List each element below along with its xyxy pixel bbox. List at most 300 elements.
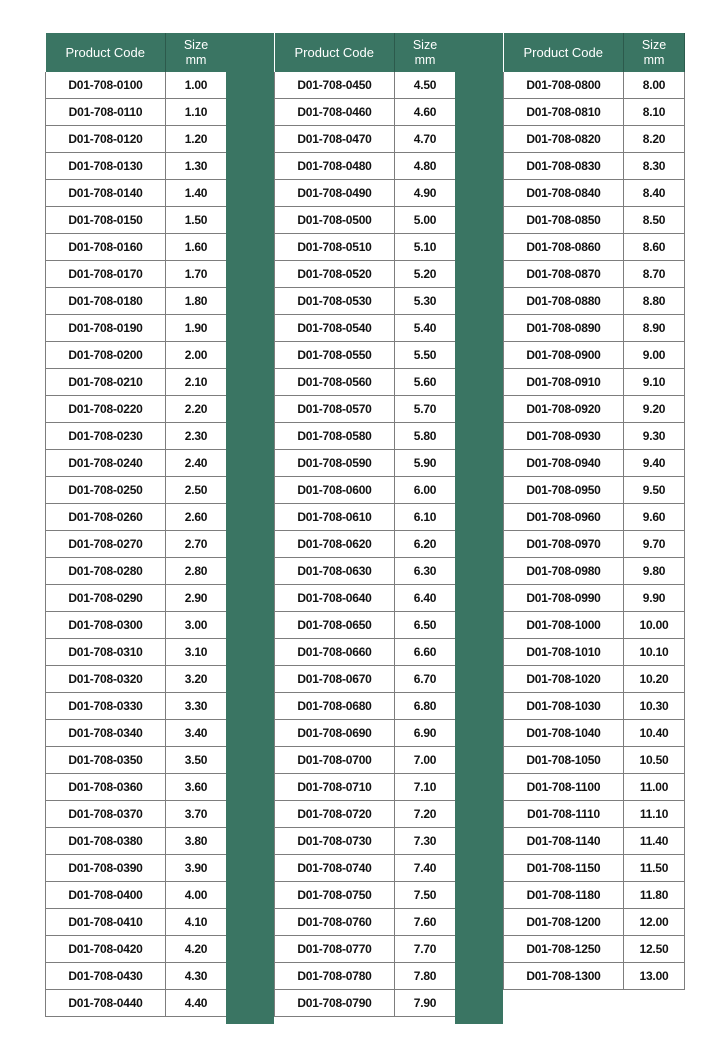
product-code-cell: D01-708-0790 bbox=[275, 990, 395, 1017]
table-row bbox=[504, 828, 685, 855]
size-cell: 8.10 bbox=[624, 99, 685, 126]
product-code-cell: D01-708-0710 bbox=[275, 774, 395, 801]
product-code-cell: D01-708-0180 bbox=[46, 288, 166, 315]
size-cell: 2.40 bbox=[166, 450, 227, 477]
table-row bbox=[46, 234, 227, 261]
product-code-cell: D01-708-0150 bbox=[46, 207, 166, 234]
size-cell: 1.50 bbox=[166, 207, 227, 234]
product-code-cell: D01-708-0640 bbox=[275, 585, 395, 612]
size-cell: 7.50 bbox=[395, 882, 456, 909]
size-cell: 6.20 bbox=[395, 531, 456, 558]
product-code-cell: D01-708-1020 bbox=[504, 666, 624, 693]
size-cell: 3.00 bbox=[166, 612, 227, 639]
size-cell: 1.40 bbox=[166, 180, 227, 207]
table-row bbox=[504, 450, 685, 477]
table-row bbox=[504, 477, 685, 504]
size-cell: 6.50 bbox=[395, 612, 456, 639]
product-code-cell: D01-708-0430 bbox=[46, 963, 166, 990]
table-row bbox=[275, 72, 456, 99]
size-cell: 9.60 bbox=[624, 504, 685, 531]
table-row bbox=[46, 990, 227, 1017]
size-cell: 5.10 bbox=[395, 234, 456, 261]
table-row bbox=[504, 693, 685, 720]
product-code-cell: D01-708-0450 bbox=[275, 72, 395, 99]
size-cell: 6.30 bbox=[395, 558, 456, 585]
table-row bbox=[275, 477, 456, 504]
table-row bbox=[275, 612, 456, 639]
table-row bbox=[275, 234, 456, 261]
table-row bbox=[46, 477, 227, 504]
size-cell: 1.20 bbox=[166, 126, 227, 153]
product-code-cell: D01-708-0770 bbox=[275, 936, 395, 963]
table-row bbox=[504, 720, 685, 747]
product-code-cell: D01-708-0670 bbox=[275, 666, 395, 693]
table-row bbox=[504, 963, 685, 990]
table-row bbox=[275, 342, 456, 369]
size-cell: 7.20 bbox=[395, 801, 456, 828]
table-row bbox=[504, 72, 685, 99]
product-code-cell: D01-708-0230 bbox=[46, 423, 166, 450]
size-cell: 7.60 bbox=[395, 909, 456, 936]
size-cell: 5.40 bbox=[395, 315, 456, 342]
product-code-cell: D01-708-0680 bbox=[275, 693, 395, 720]
size-cell: 9.50 bbox=[624, 477, 685, 504]
size-cell: 11.10 bbox=[624, 801, 685, 828]
product-code-cell: D01-708-0260 bbox=[46, 504, 166, 531]
table-row bbox=[46, 882, 227, 909]
size-cell: 11.80 bbox=[624, 882, 685, 909]
size-cell: 2.70 bbox=[166, 531, 227, 558]
product-code-cell: D01-708-0220 bbox=[46, 396, 166, 423]
size-cell: 2.00 bbox=[166, 342, 227, 369]
product-code-cell: D01-708-0830 bbox=[504, 153, 624, 180]
size-cell: 6.00 bbox=[395, 477, 456, 504]
product-code-cell: D01-708-0110 bbox=[46, 99, 166, 126]
product-code-cell: D01-708-0840 bbox=[504, 180, 624, 207]
header-product-code: Product Code bbox=[275, 33, 395, 72]
product-code-cell: D01-708-0310 bbox=[46, 639, 166, 666]
table-row bbox=[275, 288, 456, 315]
product-code-cell: D01-708-0780 bbox=[275, 963, 395, 990]
size-cell: 6.80 bbox=[395, 693, 456, 720]
size-cell: 1.30 bbox=[166, 153, 227, 180]
table-row bbox=[504, 180, 685, 207]
table-row bbox=[504, 99, 685, 126]
product-code-cell: D01-708-0850 bbox=[504, 207, 624, 234]
size-cell: 8.60 bbox=[624, 234, 685, 261]
table-row bbox=[275, 855, 456, 882]
table-row bbox=[46, 639, 227, 666]
size-cell: 4.20 bbox=[166, 936, 227, 963]
table-row bbox=[46, 261, 227, 288]
product-code-cell: D01-708-0100 bbox=[46, 72, 166, 99]
size-cell: 5.50 bbox=[395, 342, 456, 369]
table-row bbox=[275, 720, 456, 747]
product-size-sheet bbox=[45, 33, 685, 1024]
table-row bbox=[504, 288, 685, 315]
product-code-cell: D01-708-0460 bbox=[275, 99, 395, 126]
table-row bbox=[275, 423, 456, 450]
size-cell: 9.90 bbox=[624, 585, 685, 612]
size-cell: 3.60 bbox=[166, 774, 227, 801]
product-table-1 bbox=[45, 33, 227, 1017]
table-row bbox=[504, 153, 685, 180]
product-code-cell: D01-708-0880 bbox=[504, 288, 624, 315]
table-row bbox=[46, 801, 227, 828]
header-product-code: Product Code bbox=[504, 33, 624, 72]
table-row bbox=[275, 207, 456, 234]
size-cell: 8.40 bbox=[624, 180, 685, 207]
table-row bbox=[504, 558, 685, 585]
size-cell: 1.00 bbox=[166, 72, 227, 99]
size-cell: 4.30 bbox=[166, 963, 227, 990]
table-row bbox=[46, 207, 227, 234]
size-cell: 10.20 bbox=[624, 666, 685, 693]
table-row bbox=[504, 801, 685, 828]
table-row bbox=[504, 936, 685, 963]
size-cell: 9.30 bbox=[624, 423, 685, 450]
size-cell: 7.10 bbox=[395, 774, 456, 801]
table-row bbox=[275, 369, 456, 396]
product-code-cell: D01-708-0250 bbox=[46, 477, 166, 504]
size-cell: 4.70 bbox=[395, 126, 456, 153]
table-row bbox=[504, 234, 685, 261]
size-cell: 6.40 bbox=[395, 585, 456, 612]
table-row bbox=[46, 504, 227, 531]
product-code-cell: D01-708-0480 bbox=[275, 153, 395, 180]
product-code-cell: D01-708-1100 bbox=[504, 774, 624, 801]
header-size-mm: Size mm bbox=[624, 33, 685, 72]
table-row bbox=[46, 666, 227, 693]
product-code-cell: D01-708-0940 bbox=[504, 450, 624, 477]
table-row bbox=[504, 855, 685, 882]
table-row bbox=[504, 774, 685, 801]
table-row bbox=[504, 531, 685, 558]
header-size-mm: Size mm bbox=[395, 33, 456, 72]
table-row bbox=[275, 396, 456, 423]
table-row bbox=[46, 180, 227, 207]
table-row bbox=[275, 585, 456, 612]
product-code-cell: D01-708-1030 bbox=[504, 693, 624, 720]
table-row bbox=[275, 963, 456, 990]
size-cell: 1.60 bbox=[166, 234, 227, 261]
size-cell: 1.10 bbox=[166, 99, 227, 126]
table-row bbox=[504, 882, 685, 909]
product-code-cell: D01-708-0950 bbox=[504, 477, 624, 504]
column-separator bbox=[455, 33, 503, 1024]
product-code-cell: D01-708-0520 bbox=[275, 261, 395, 288]
product-code-cell: D01-708-0650 bbox=[275, 612, 395, 639]
size-cell: 7.70 bbox=[395, 936, 456, 963]
size-cell: 4.40 bbox=[166, 990, 227, 1017]
product-code-cell: D01-708-0870 bbox=[504, 261, 624, 288]
table-row bbox=[504, 585, 685, 612]
table-row bbox=[504, 315, 685, 342]
size-cell: 8.20 bbox=[624, 126, 685, 153]
product-code-cell: D01-708-0740 bbox=[275, 855, 395, 882]
product-code-cell: D01-708-0800 bbox=[504, 72, 624, 99]
size-cell: 8.30 bbox=[624, 153, 685, 180]
product-code-cell: D01-708-0960 bbox=[504, 504, 624, 531]
table-row bbox=[275, 126, 456, 153]
product-code-cell: D01-708-0280 bbox=[46, 558, 166, 585]
product-code-cell: D01-708-0660 bbox=[275, 639, 395, 666]
size-cell: 12.50 bbox=[624, 936, 685, 963]
product-code-cell: D01-708-0620 bbox=[275, 531, 395, 558]
product-code-cell: D01-708-0140 bbox=[46, 180, 166, 207]
table-row bbox=[46, 99, 227, 126]
table-row bbox=[504, 612, 685, 639]
table-row bbox=[46, 963, 227, 990]
table-row bbox=[46, 693, 227, 720]
table-row bbox=[46, 720, 227, 747]
size-cell: 6.70 bbox=[395, 666, 456, 693]
table-row bbox=[46, 153, 227, 180]
table-row bbox=[504, 207, 685, 234]
product-code-cell: D01-708-0300 bbox=[46, 612, 166, 639]
product-table-2 bbox=[274, 33, 456, 1017]
product-code-cell: D01-708-0980 bbox=[504, 558, 624, 585]
product-code-cell: D01-708-0700 bbox=[275, 747, 395, 774]
size-cell: 9.00 bbox=[624, 342, 685, 369]
size-cell: 6.60 bbox=[395, 639, 456, 666]
size-cell: 10.10 bbox=[624, 639, 685, 666]
table-row bbox=[46, 396, 227, 423]
product-code-cell: D01-708-0590 bbox=[275, 450, 395, 477]
table-row bbox=[275, 531, 456, 558]
size-cell: 4.60 bbox=[395, 99, 456, 126]
product-code-cell: D01-708-0370 bbox=[46, 801, 166, 828]
table-row bbox=[504, 342, 685, 369]
product-code-cell: D01-708-1000 bbox=[504, 612, 624, 639]
size-cell: 2.30 bbox=[166, 423, 227, 450]
table-row bbox=[275, 558, 456, 585]
product-code-cell: D01-708-0440 bbox=[46, 990, 166, 1017]
size-cell: 5.30 bbox=[395, 288, 456, 315]
size-cell: 4.50 bbox=[395, 72, 456, 99]
table-row bbox=[504, 747, 685, 774]
table-row bbox=[504, 369, 685, 396]
header-product-code: Product Code bbox=[46, 33, 166, 72]
size-cell: 8.80 bbox=[624, 288, 685, 315]
size-cell: 2.80 bbox=[166, 558, 227, 585]
size-cell: 10.30 bbox=[624, 693, 685, 720]
table-row bbox=[504, 909, 685, 936]
product-code-cell: D01-708-1010 bbox=[504, 639, 624, 666]
table-body bbox=[275, 72, 456, 1017]
product-code-cell: D01-708-0930 bbox=[504, 423, 624, 450]
table-row bbox=[275, 801, 456, 828]
table-row bbox=[275, 153, 456, 180]
size-cell: 7.90 bbox=[395, 990, 456, 1017]
product-code-cell: D01-708-0490 bbox=[275, 180, 395, 207]
size-cell: 8.70 bbox=[624, 261, 685, 288]
size-cell: 5.00 bbox=[395, 207, 456, 234]
size-cell: 3.20 bbox=[166, 666, 227, 693]
table-row bbox=[275, 450, 456, 477]
product-code-cell: D01-708-0730 bbox=[275, 828, 395, 855]
product-code-cell: D01-708-0860 bbox=[504, 234, 624, 261]
table-row bbox=[46, 450, 227, 477]
product-code-cell: D01-708-1250 bbox=[504, 936, 624, 963]
size-cell: 4.80 bbox=[395, 153, 456, 180]
product-code-cell: D01-708-0540 bbox=[275, 315, 395, 342]
table-row bbox=[46, 612, 227, 639]
size-cell: 13.00 bbox=[624, 963, 685, 990]
product-code-cell: D01-708-0130 bbox=[46, 153, 166, 180]
size-cell: 9.10 bbox=[624, 369, 685, 396]
table-body bbox=[504, 72, 685, 990]
size-cell: 2.90 bbox=[166, 585, 227, 612]
table-row bbox=[275, 990, 456, 1017]
size-cell: 9.70 bbox=[624, 531, 685, 558]
product-code-cell: D01-708-0990 bbox=[504, 585, 624, 612]
size-cell: 5.20 bbox=[395, 261, 456, 288]
size-cell: 2.50 bbox=[166, 477, 227, 504]
table-row bbox=[504, 423, 685, 450]
product-code-cell: D01-708-0550 bbox=[275, 342, 395, 369]
table-row bbox=[46, 315, 227, 342]
table-row bbox=[275, 882, 456, 909]
table-row bbox=[46, 558, 227, 585]
table-row bbox=[275, 774, 456, 801]
table-row bbox=[46, 369, 227, 396]
product-code-cell: D01-708-1300 bbox=[504, 963, 624, 990]
product-code-cell: D01-708-0340 bbox=[46, 720, 166, 747]
table-row bbox=[504, 261, 685, 288]
size-cell: 7.80 bbox=[395, 963, 456, 990]
product-code-cell: D01-708-0610 bbox=[275, 504, 395, 531]
table-row bbox=[504, 666, 685, 693]
product-code-cell: D01-708-0760 bbox=[275, 909, 395, 936]
size-cell: 9.40 bbox=[624, 450, 685, 477]
table-row bbox=[275, 693, 456, 720]
product-code-cell: D01-708-0270 bbox=[46, 531, 166, 558]
product-code-cell: D01-708-0750 bbox=[275, 882, 395, 909]
table-row bbox=[275, 666, 456, 693]
size-cell: 10.00 bbox=[624, 612, 685, 639]
size-cell: 6.90 bbox=[395, 720, 456, 747]
product-code-cell: D01-708-1040 bbox=[504, 720, 624, 747]
size-cell: 3.70 bbox=[166, 801, 227, 828]
table-row bbox=[46, 72, 227, 99]
size-cell: 9.80 bbox=[624, 558, 685, 585]
product-code-cell: D01-708-0890 bbox=[504, 315, 624, 342]
product-code-cell: D01-708-0190 bbox=[46, 315, 166, 342]
product-code-cell: D01-708-0820 bbox=[504, 126, 624, 153]
product-code-cell: D01-708-1200 bbox=[504, 909, 624, 936]
size-cell: 10.50 bbox=[624, 747, 685, 774]
product-code-cell: D01-708-0200 bbox=[46, 342, 166, 369]
product-code-cell: D01-708-0720 bbox=[275, 801, 395, 828]
product-code-cell: D01-708-0810 bbox=[504, 99, 624, 126]
product-code-cell: D01-708-0290 bbox=[46, 585, 166, 612]
table-row bbox=[46, 288, 227, 315]
size-cell: 3.30 bbox=[166, 693, 227, 720]
size-cell: 3.90 bbox=[166, 855, 227, 882]
size-cell: 4.00 bbox=[166, 882, 227, 909]
product-code-cell: D01-708-1180 bbox=[504, 882, 624, 909]
size-cell: 11.00 bbox=[624, 774, 685, 801]
header-size-mm: Size mm bbox=[166, 33, 227, 72]
product-code-cell: D01-708-0900 bbox=[504, 342, 624, 369]
size-cell: 5.70 bbox=[395, 396, 456, 423]
size-cell: 6.10 bbox=[395, 504, 456, 531]
size-cell: 1.90 bbox=[166, 315, 227, 342]
size-cell: 7.30 bbox=[395, 828, 456, 855]
size-cell: 3.80 bbox=[166, 828, 227, 855]
size-cell: 3.40 bbox=[166, 720, 227, 747]
product-code-cell: D01-708-0920 bbox=[504, 396, 624, 423]
table-row bbox=[46, 936, 227, 963]
product-code-cell: D01-708-0330 bbox=[46, 693, 166, 720]
product-code-cell: D01-708-0380 bbox=[46, 828, 166, 855]
size-cell: 4.10 bbox=[166, 909, 227, 936]
size-cell: 8.50 bbox=[624, 207, 685, 234]
table-row bbox=[275, 261, 456, 288]
table-row bbox=[46, 774, 227, 801]
table-row bbox=[275, 936, 456, 963]
table-row bbox=[275, 504, 456, 531]
size-cell: 3.10 bbox=[166, 639, 227, 666]
product-code-cell: D01-708-0600 bbox=[275, 477, 395, 504]
product-table-3 bbox=[503, 33, 685, 990]
size-cell: 5.80 bbox=[395, 423, 456, 450]
product-code-cell: D01-708-0390 bbox=[46, 855, 166, 882]
product-code-cell: D01-708-0210 bbox=[46, 369, 166, 396]
product-code-cell: D01-708-0510 bbox=[275, 234, 395, 261]
product-code-cell: D01-708-0560 bbox=[275, 369, 395, 396]
size-cell: 9.20 bbox=[624, 396, 685, 423]
size-cell: 5.60 bbox=[395, 369, 456, 396]
table-row bbox=[275, 639, 456, 666]
size-cell: 11.50 bbox=[624, 855, 685, 882]
table-row bbox=[46, 828, 227, 855]
table-body bbox=[46, 72, 227, 1017]
table-row bbox=[46, 531, 227, 558]
table-row bbox=[275, 828, 456, 855]
table-row bbox=[46, 585, 227, 612]
size-cell: 8.90 bbox=[624, 315, 685, 342]
size-cell: 12.00 bbox=[624, 909, 685, 936]
table-row bbox=[504, 396, 685, 423]
product-code-cell: D01-708-0170 bbox=[46, 261, 166, 288]
size-cell: 2.20 bbox=[166, 396, 227, 423]
size-cell: 10.40 bbox=[624, 720, 685, 747]
size-cell: 3.50 bbox=[166, 747, 227, 774]
product-code-cell: D01-708-0350 bbox=[46, 747, 166, 774]
size-cell: 1.80 bbox=[166, 288, 227, 315]
size-cell: 8.00 bbox=[624, 72, 685, 99]
product-code-cell: D01-708-1150 bbox=[504, 855, 624, 882]
product-code-cell: D01-708-0690 bbox=[275, 720, 395, 747]
size-cell: 4.90 bbox=[395, 180, 456, 207]
product-code-cell: D01-708-0320 bbox=[46, 666, 166, 693]
table-row bbox=[275, 909, 456, 936]
table-row bbox=[504, 126, 685, 153]
product-code-cell: D01-708-0410 bbox=[46, 909, 166, 936]
size-cell: 11.40 bbox=[624, 828, 685, 855]
table-row bbox=[46, 909, 227, 936]
product-code-cell: D01-708-1140 bbox=[504, 828, 624, 855]
product-code-cell: D01-708-0470 bbox=[275, 126, 395, 153]
size-cell: 2.60 bbox=[166, 504, 227, 531]
size-cell: 5.90 bbox=[395, 450, 456, 477]
size-cell: 7.40 bbox=[395, 855, 456, 882]
product-code-cell: D01-708-0400 bbox=[46, 882, 166, 909]
product-code-cell: D01-708-0360 bbox=[46, 774, 166, 801]
size-cell: 7.00 bbox=[395, 747, 456, 774]
